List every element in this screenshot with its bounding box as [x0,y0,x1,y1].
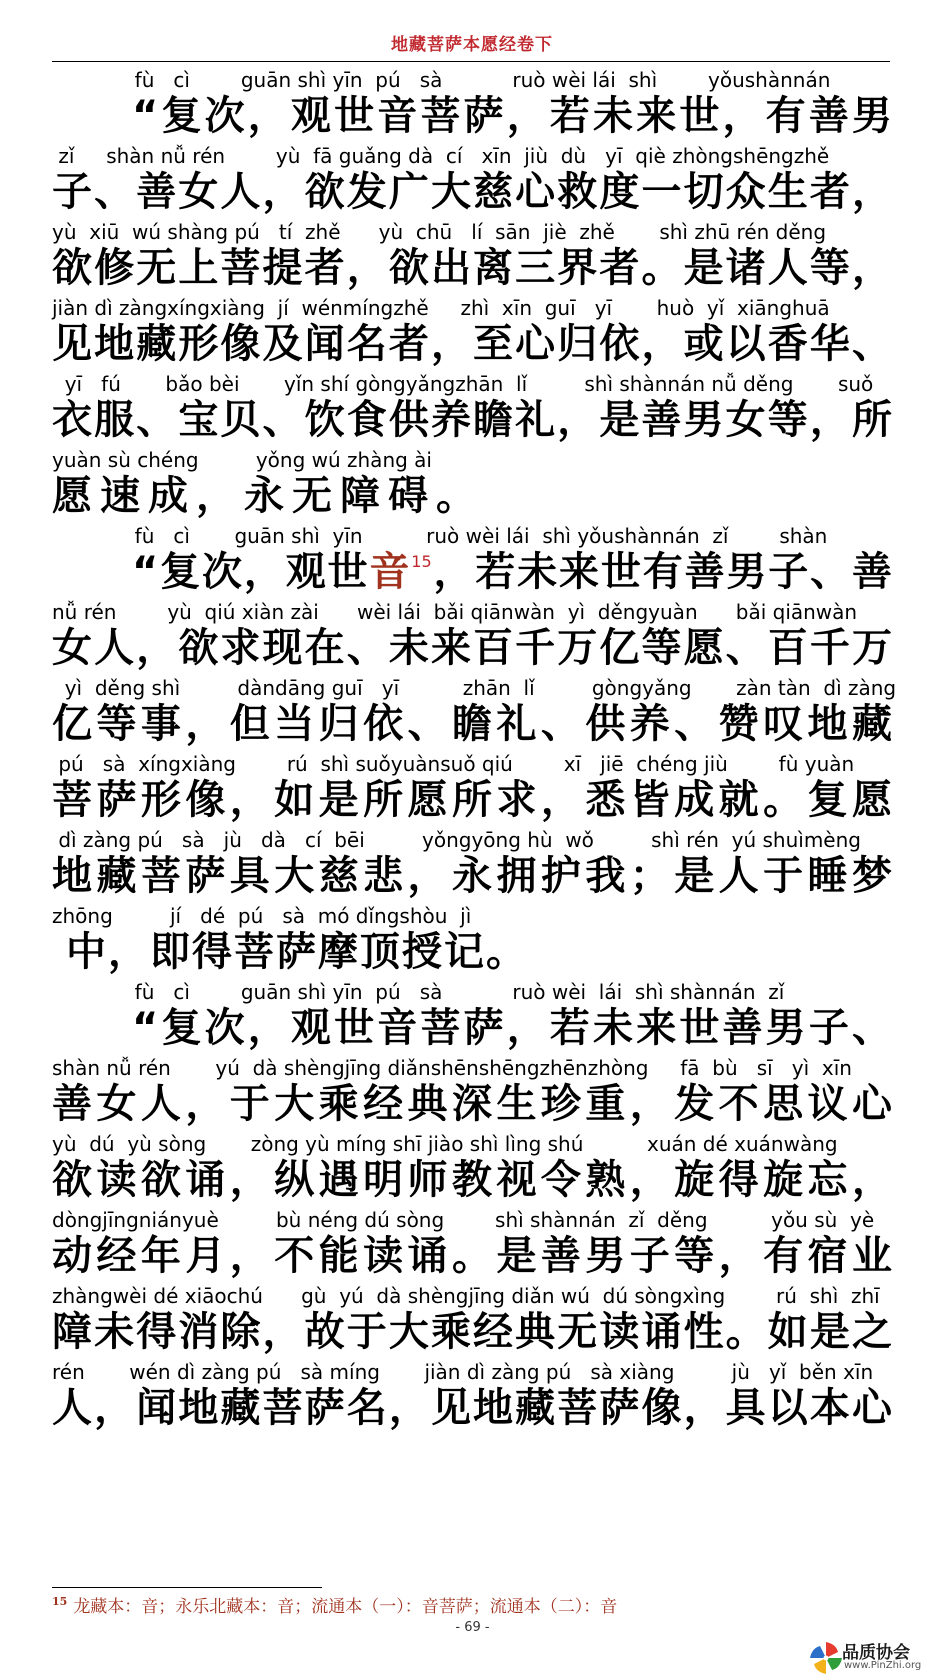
text-line-16 [52,1208,892,1290]
watermark-url: www.PinZhi.org [844,1660,922,1671]
text-line-12 [52,904,892,986]
hanzi-segment: ，若未来世有善男子、善 [431,549,893,595]
watermark-name: 品质协会 [842,1643,910,1663]
footnote-reference[interactable]: 15 [411,552,432,571]
hanzi-line [52,699,892,749]
pinwheel-icon [806,1638,846,1678]
text-line-17 [52,1284,892,1366]
hanzi-line [52,243,892,293]
pinyin-line: yù dú yù sòng zòng yù míng shī jiào shì lìng shú xuán dé xuánwàng [52,1132,838,1156]
hanzi-text: 人，闻地藏菩萨名，见地藏菩萨像，具以本心 [52,1385,892,1431]
hanzi-text: 地藏菩萨具大慈悲，永拥护我；是人于睡梦 [52,853,892,899]
hanzi-text: 中，即得菩萨摩顶授记。 [66,929,528,975]
hanzi-text: 菩萨形像，如是所愿所求，悉皆成就。复愿 [52,777,892,823]
hanzi-line [52,1307,892,1357]
pinyin-line: yù xiū wú shàng pú tí zhě yù chū lí sān jiè zhě shì zhū rén děng [52,220,827,244]
header-rule [52,61,890,62]
pinyin-line: zhàngwèi dé xiāochú gù yú dà shèngjīng diǎn wú dú sòngxìng rú shì zhī [52,1284,880,1308]
pinyin-line: jiàn dì zàngxíngxiàng jí wénmíngzhě zhì xīn guī yī huò yǐ xiānghuā [52,296,830,320]
pinyin-line: yī fú bǎo bèi yǐn shí gòngyǎngzhān lǐ shì shànnán nǚ děng suǒ [52,372,874,396]
hanzi-text: 愿速成，永无障碍。 [52,473,484,519]
pinyin-line: zhōng jí dé pú sà mó dǐngshòu jì [52,904,472,928]
hanzi-text: “复次，观世音菩萨，若未来世，有善男 [132,93,892,139]
hanzi-line [52,623,892,673]
variant-character: 音 [369,549,412,595]
hanzi-text [52,547,892,597]
footnote-number: 15 [52,1595,68,1608]
text-line-15 [52,1132,892,1214]
pinyin-line: fù cì guān shì yīn pú sà ruò wèi lái shì yǒushànnán [52,68,831,92]
pinyin-line: fù cì guān shì yīn pú sà ruò wèi lái shì shànnán zǐ [52,980,785,1004]
watermark-logo [806,1638,941,1678]
pinyin-line: shàn nǚ rén yú dà shèngjīng diǎnshēnshēngzhēnzhòng fā bù sī yì xīn [52,1056,852,1080]
text-line-18 [52,1360,892,1442]
footnote-rule [52,1587,322,1588]
text-line-8 [52,600,892,682]
pinyin-line: yì děng shì dàndāng guī yī zhān lǐ gòngyǎng zàn tàn dì zàng [52,676,897,700]
hanzi-line [52,775,892,825]
hanzi-text: 障未得消除，故于大乘经典无读诵性。如是之 [52,1309,892,1355]
hanzi-text: 欲读欲诵，纵遇明师教视令熟，旋得旋忘， [52,1157,892,1203]
hanzi-text: 见地藏形像及闻名者，至心归依，或以香华、 [52,321,892,367]
text-line-3 [52,220,892,302]
hanzi-segment: “复次，观世 [132,549,370,595]
hanzi-line [52,851,892,901]
hanzi-line [52,1079,892,1129]
hanzi-line [52,1383,892,1433]
hanzi-line [52,1003,892,1053]
pinyin-line: zǐ shàn nǚ rén yù fā guǎng dà cí xīn jiù dù yī qiè zhòngshēngzhě [52,144,830,168]
pinyin-line: yuàn sù chéng yǒng wú zhàng ài [52,448,432,472]
hanzi-line [52,319,892,369]
hanzi-line [52,1231,892,1281]
text-line-6 [52,448,892,530]
text-line-11 [52,828,892,910]
pinyin-line: rén wén dì zàng pú sà míng jiàn dì zàng pú sà xiàng jù yǐ běn xīn [52,1360,874,1384]
text-line-2 [52,144,892,226]
hanzi-text: 善女人，于大乘经典深生珍重，发不思议心 [52,1081,892,1127]
hanzi-line [52,471,892,521]
page-number: - 69 - [455,1620,490,1635]
pinyin-line: dòngjīngniányuè bù néng dú sòng shì shànnán zǐ děng yǒu sù yè [52,1208,875,1232]
pinyin-line: dì zàng pú sà jù dà cí bēi yǒngyōng hù wǒ shì rén yú shuìmèng [52,828,861,852]
hanzi-text: 欲修无上菩提者，欲出离三界者。是诸人等， [52,245,892,291]
hanzi-line [52,547,892,597]
text-line-14 [52,1056,892,1138]
hanzi-line [52,167,892,217]
footnote-text: 龙藏本：音；永乐北藏本：音；流通本（一）：音菩萨；流通本（二）：音 [73,1597,618,1617]
text-line-7 [52,524,892,606]
pinyin-line: pú sà xíngxiàng rú shì suǒyuànsuǒ qiú xī jiē chéng jiù fù yuàn [52,752,855,776]
hanzi-text: “复次，观世音菩萨，若未来世善男子、 [132,1005,892,1051]
text-line-5 [52,372,892,454]
hanzi-text: 动经年月，不能读诵。是善男子等，有宿业 [52,1233,892,1279]
hanzi-text: 女人，欲求现在、未来百千万亿等愿、百千万 [52,625,892,671]
hanzi-text: 亿等事，但当归依、瞻礼、供养、赞叹地藏 [52,701,892,747]
pinyin-line: fù cì guān shì yīn ruò wèi lái shì yǒushànnán zǐ shàn [52,524,828,548]
text-line-1 [52,68,892,150]
hanzi-line [52,927,892,977]
running-header: 地藏菩萨本愿经卷下 [391,35,553,55]
pinyin-line: nǚ rén yù qiú xiàn zài wèi lái bǎi qiānwàn yì děngyuàn bǎi qiānwàn [52,600,858,624]
hanzi-line [52,395,892,445]
footnote [52,1592,852,1617]
text-line-9 [52,676,897,758]
text-line-10 [52,752,892,834]
hanzi-line [52,1155,892,1205]
text-line-13 [52,980,892,1062]
hanzi-text: 子、善女人，欲发广大慈心救度一切众生者， [52,169,892,215]
hanzi-text: 衣服、宝贝、饮食供养瞻礼，是善男女等，所 [52,397,892,443]
text-line-4 [52,296,892,378]
hanzi-line [52,91,892,141]
